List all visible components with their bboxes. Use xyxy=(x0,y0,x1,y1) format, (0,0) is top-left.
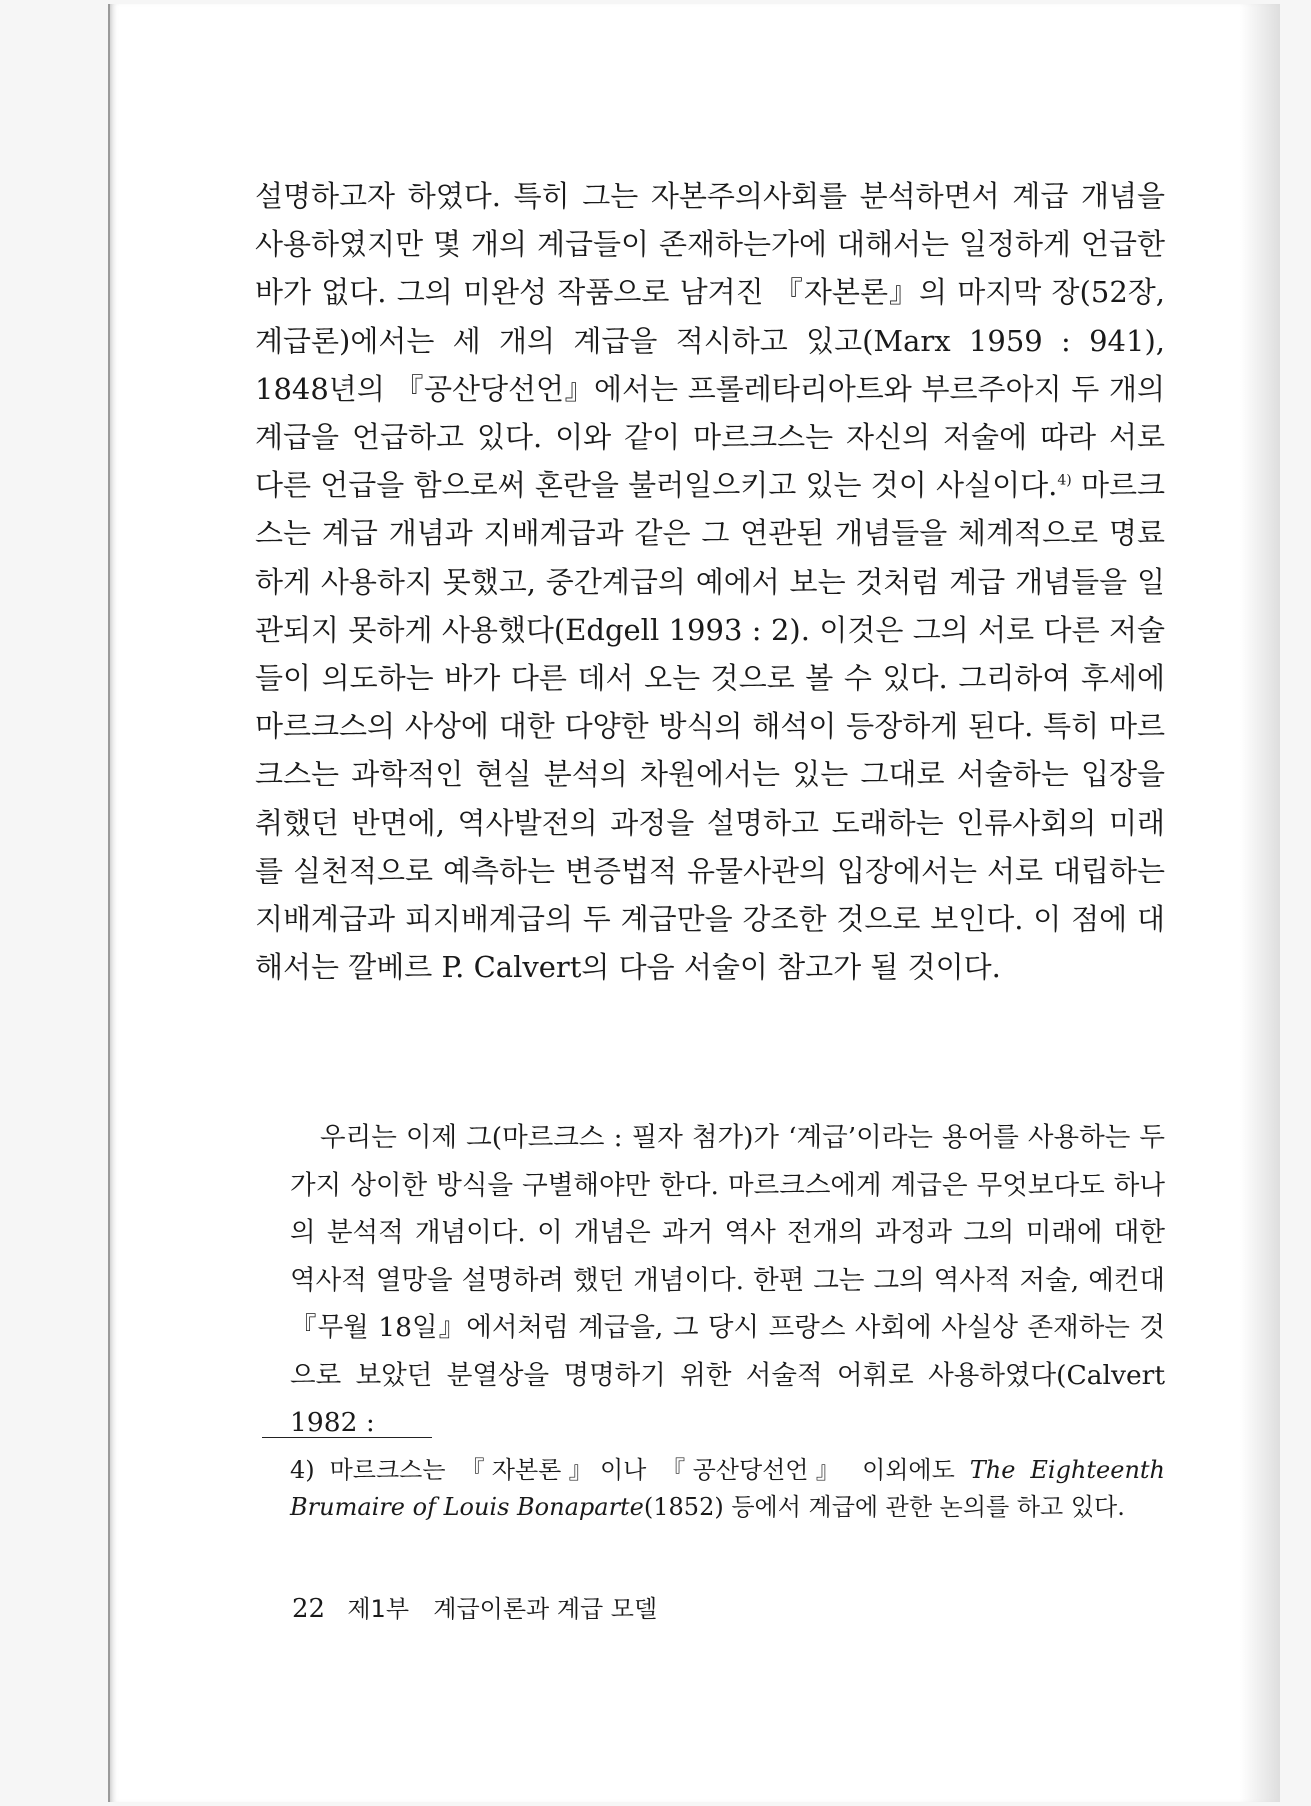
footnote-reference: 4) xyxy=(1057,472,1072,489)
footnote-marker: 4) xyxy=(290,1456,315,1484)
page-edge-shadow xyxy=(1240,4,1280,1802)
paragraph-text-part-2: 마르크스는 계급 개념과 지배계급과 같은 그 연관된 개념들을 체계적으로 명료하게 사용하지 못했고, 중간계급의 예에서 보는 것처럼 계급 개념들을 일관되지 못하게 사용했다(Edgell 1993 : 2). 이것은 그의 서로 다른 저술들이 의도하는 바가 다른 데서 오는 것으로 볼 수 있다. 그리하여 후세에 마르크스의 사상에 대한 다양한 방식의 해석이 등장하게 된다. 특히 마르크스는 과학적인 현실 분석의 차원에서는 있는 그대로 서술하는 입장을 취했던 반면에, 역사발전의 과정을 설명하고 도래하는 인류사회의 미래를 실천적으로 예측하는 변증법적 유물사관의 입장에서는 서로 대립하는 지배계급과 피지배계급의 두 계급만을 강조한 것으로 보인다. 이 점에 대해서는 깔베르 P. Calvert의 다음 서술이 참고가 될 것이다. xyxy=(255,468,1165,985)
paragraph-text-part-1: 설명하고자 하였다. 특히 그는 자본주의사회를 분석하면서 계급 개념을 사용하였지만 몇 개의 계급들이 존재하는가에 대해서는 일정하게 언급한 바가 없다. 그의 미완성 작품으로 남겨진 『자본론』의 마지막 장(52장, 계급론)에서는 세 개의 계급을 적시하고 있고(Marx 1959 : 941), 1848년의 『공산당선언』에서는 프롤레타리아트와 부르주아지 두 개의 계급을 언급하고 있다. 이와 같이 마르크스는 자신의 저술에 따라 서로 다른 언급을 함으로써 혼란을 불러일으키고 있는 것이 사실이다. xyxy=(255,179,1165,503)
chapter-title: 계급이론과 계급 모델 xyxy=(433,1595,658,1623)
footnote-italic-title: The Eighteenth Brumaire of Louis Bonaparte xyxy=(290,1456,1166,1521)
footnote-divider xyxy=(262,1437,432,1438)
footnote-text-end: (1852) 등에서 계급에 관한 논의를 하고 있다. xyxy=(643,1493,1125,1521)
part-label: 제1부 xyxy=(347,1595,409,1623)
page-number: 22 xyxy=(292,1594,326,1624)
footnote-text-start: 마르크스는 『자본론』이나 『공산당선언』 이외에도 xyxy=(329,1456,955,1484)
block-quote: 우리는 이제 그(마르크스 : 필자 첨가)가 ‘계급’이라는 용어를 사용하는 두 가지 상이한 방식을 구별해야만 한다. 마르크스에게 계급은 무엇보다도 하나의 분석적 개념이다. 이 개념은 과거 역사 전개의 과정과 그의 미래에 대한 역사적 열망을 설명하려 했던 개념이다. 한편 그는 그의 역사적 저술, 예컨대 『무월 18일』에서처럼 계급을, 그 당시 프랑스 사회에 사실상 존재하는 것으로 보았던 분열상을 명명하기 위한 서술적 어휘로 사용하였다(Calvert 1982 : xyxy=(290,1122,1165,1438)
page-footer xyxy=(292,1592,657,1626)
footnote xyxy=(290,1452,1165,1526)
main-paragraph xyxy=(255,172,1165,991)
